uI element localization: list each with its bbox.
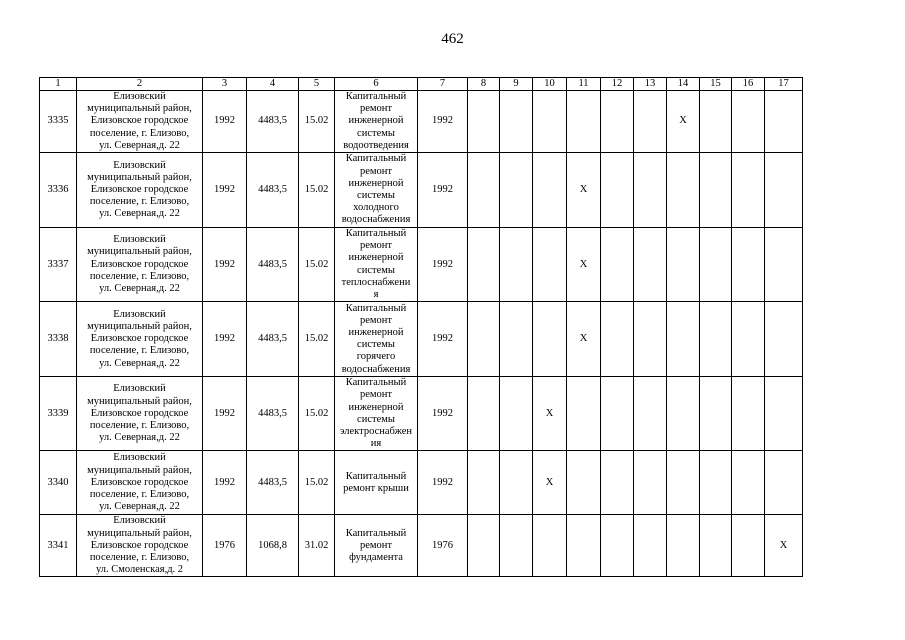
mark-cell: X [667, 91, 700, 153]
column-header: 15 [700, 78, 732, 91]
mark-cell [468, 451, 500, 515]
mark-cell [567, 91, 601, 153]
mark-cell [601, 515, 634, 577]
table-row [40, 515, 803, 577]
address-cell-line: Елизовский [113, 308, 166, 320]
column-header: 9 [500, 78, 533, 91]
work-type-cell-line: горячего [356, 351, 396, 363]
work-type-cell [335, 91, 418, 153]
year-cell: 1976 [203, 515, 247, 577]
mark-cell [533, 91, 567, 153]
mark-cell [765, 451, 803, 515]
work-type-cell-line: инженерной [348, 177, 404, 189]
work-type-cell [335, 377, 418, 451]
address-cell-line: муниципальный район, [87, 395, 192, 407]
area-cell: 4483,5 [247, 451, 299, 515]
mark-cell [667, 451, 700, 515]
address-cell [77, 302, 203, 377]
address-cell-line: ул. Северная,д. 22 [99, 501, 180, 513]
work-type-cell-line: я [373, 289, 379, 301]
work-type-cell-line: Капитальный [345, 91, 407, 102]
mark-cell [700, 228, 732, 302]
work-type-cell-line: Капитальный [345, 470, 407, 482]
address-cell-line: ул. Северная,д. 22 [99, 432, 180, 444]
mark-cell [732, 515, 765, 577]
mark-cell [468, 228, 500, 302]
mark-cell [765, 153, 803, 228]
mark-cell [500, 377, 533, 451]
address-cell-line: поселение, г. Елизово, [89, 419, 190, 431]
mark-cell [634, 451, 667, 515]
mark-cell [732, 153, 765, 228]
address-cell-line: Елизовский [113, 234, 166, 246]
work-type-cell [335, 228, 418, 302]
year-cell: 1992 [203, 153, 247, 228]
row-number-cell: 3338 [40, 302, 77, 377]
mark-cell [667, 153, 700, 228]
address-cell-line: ул. Северная,д. 22 [99, 139, 180, 151]
work-type-cell-line: фундамента [349, 552, 403, 564]
work-type-cell-line: ремонт крыши [343, 482, 409, 494]
mark-cell [732, 228, 765, 302]
column-header: 16 [732, 78, 765, 91]
mark-cell [500, 91, 533, 153]
mark-cell [601, 377, 634, 451]
address-cell-line: поселение, г. Елизово, [89, 489, 190, 501]
area-cell: 4483,5 [247, 377, 299, 451]
address-cell-line: Елизовский [113, 383, 166, 395]
mark-cell [700, 91, 732, 153]
mark-cell [765, 228, 803, 302]
mark-cell [468, 302, 500, 377]
mark-cell [765, 377, 803, 451]
page-number: 462 [441, 31, 464, 47]
address-cell-line: Елизовское городское [90, 407, 189, 419]
address-cell [77, 153, 203, 228]
work-type-cell-line: Капитальный [345, 377, 407, 389]
code-cell: 31.02 [299, 515, 335, 577]
column-header: 13 [634, 78, 667, 91]
address-cell-line: Елизовский [113, 159, 166, 171]
mark-cell: X [533, 377, 567, 451]
year-cell: 1992 [203, 91, 247, 153]
mark-cell [732, 451, 765, 515]
mark-cell [468, 377, 500, 451]
row-number-cell: 3340 [40, 451, 77, 515]
mark-cell [700, 377, 732, 451]
address-cell-line: муниципальный район, [87, 527, 192, 539]
mark-cell [500, 228, 533, 302]
address-cell-line: муниципальный район, [87, 103, 192, 115]
mark-cell [700, 515, 732, 577]
address-cell [77, 228, 203, 302]
code-cell: 15.02 [299, 91, 335, 153]
address-cell-line: Елизовское городское [90, 258, 189, 270]
address-cell-line: муниципальный район, [87, 320, 192, 332]
work-type-cell-line: электроснабжен [339, 426, 413, 438]
mark-cell [765, 91, 803, 153]
address-cell-line: поселение, г. Елизово, [89, 127, 190, 139]
address-cell [77, 377, 203, 451]
mark-cell [700, 153, 732, 228]
year-cell: 1992 [203, 302, 247, 377]
address-cell-line: Елизовское городское [90, 476, 189, 488]
mark-cell [601, 228, 634, 302]
mark-cell [732, 91, 765, 153]
mark-cell [732, 377, 765, 451]
address-cell-line: Елизовское городское [90, 333, 189, 345]
work-type-cell [335, 302, 418, 377]
work-type-cell [335, 451, 418, 515]
code-cell: 15.02 [299, 302, 335, 377]
mark-cell [700, 451, 732, 515]
mark-cell: X [533, 451, 567, 515]
address-cell-line: Елизовское городское [90, 183, 189, 195]
area-cell: 4483,5 [247, 153, 299, 228]
work-type-cell-line: водоснабжения [341, 214, 411, 226]
mark-cell [601, 451, 634, 515]
mark-cell [468, 91, 500, 153]
column-header: 4 [247, 78, 299, 91]
year-repeat-cell: 1992 [418, 377, 468, 451]
mark-cell [667, 377, 700, 451]
row-number-cell: 3341 [40, 515, 77, 577]
mark-cell [700, 302, 732, 377]
mark-cell [667, 515, 700, 577]
capital-repair-table [39, 77, 803, 577]
column-header: 14 [667, 78, 700, 91]
address-cell-line: Елизовское городское [90, 115, 189, 127]
work-type-cell-line: ремонт [359, 389, 392, 401]
address-cell-line: муниципальный район, [87, 246, 192, 258]
work-type-cell-line: теплоснабжени [341, 276, 411, 288]
column-header: 17 [765, 78, 803, 91]
work-type-cell-line: водоотведения [343, 139, 409, 151]
address-cell-line: ул. Северная,д. 22 [99, 208, 180, 220]
code-cell: 15.02 [299, 377, 335, 451]
mark-cell [634, 91, 667, 153]
address-cell-line: муниципальный район, [87, 171, 192, 183]
work-type-cell-line: Капитальный [345, 302, 407, 314]
mark-cell [732, 302, 765, 377]
column-header: 1 [40, 78, 77, 91]
work-type-cell-line: водоснабжения [341, 363, 411, 375]
mark-cell: X [765, 515, 803, 577]
table-row [40, 228, 803, 302]
mark-cell [468, 153, 500, 228]
work-type-cell-line: системы [357, 413, 395, 425]
column-header: 12 [601, 78, 634, 91]
row-number-cell: 3337 [40, 228, 77, 302]
column-header: 10 [533, 78, 567, 91]
work-type-cell-line: ремонт [359, 103, 392, 115]
address-cell-line: ул. Северная,д. 22 [99, 357, 180, 369]
work-type-cell-line: ремонт [359, 539, 392, 551]
mark-cell [533, 302, 567, 377]
mark-cell [567, 515, 601, 577]
table-row [40, 377, 803, 451]
table-row [40, 153, 803, 228]
work-type-cell-line: ремонт [359, 240, 392, 252]
area-cell: 4483,5 [247, 228, 299, 302]
column-number-row [40, 78, 803, 91]
address-cell [77, 515, 203, 577]
mark-cell [500, 515, 533, 577]
mark-cell [567, 377, 601, 451]
mark-cell [500, 302, 533, 377]
work-type-cell [335, 153, 418, 228]
address-cell-line: Елизовское городское [90, 539, 189, 551]
mark-cell [601, 302, 634, 377]
work-type-cell-line: холодного [353, 202, 399, 214]
table-row [40, 91, 803, 153]
mark-cell [601, 153, 634, 228]
mark-cell [667, 228, 700, 302]
work-type-cell-line: инженерной [348, 401, 404, 413]
mark-cell [634, 153, 667, 228]
year-repeat-cell: 1992 [418, 153, 468, 228]
row-number-cell: 3339 [40, 377, 77, 451]
year-cell: 1992 [203, 228, 247, 302]
mark-cell [533, 228, 567, 302]
table-row [40, 302, 803, 377]
work-type-cell-line: системы [357, 339, 395, 351]
year-repeat-cell: 1992 [418, 91, 468, 153]
mark-cell [634, 302, 667, 377]
address-cell-line: Елизовский [113, 452, 166, 464]
year-repeat-cell: 1992 [418, 451, 468, 515]
work-type-cell-line: Капитальный [345, 228, 407, 240]
address-cell [77, 91, 203, 153]
work-type-cell-line: системы [357, 190, 395, 202]
mark-cell [667, 302, 700, 377]
address-cell [77, 451, 203, 515]
year-repeat-cell: 1992 [418, 228, 468, 302]
address-cell-line: ул. Северная,д. 22 [99, 282, 180, 294]
row-number-cell: 3336 [40, 153, 77, 228]
address-cell-line: поселение, г. Елизово, [89, 345, 190, 357]
code-cell: 15.02 [299, 451, 335, 515]
work-type-cell-line: Капитальный [345, 153, 407, 165]
column-header: 3 [203, 78, 247, 91]
address-cell-line: Елизовский [113, 515, 166, 527]
mark-cell [468, 515, 500, 577]
work-type-cell-line: инженерной [348, 252, 404, 264]
year-repeat-cell: 1976 [418, 515, 468, 577]
work-type-cell-line: инженерной [348, 115, 404, 127]
work-type-cell-line: ремонт [359, 314, 392, 326]
mark-cell [533, 515, 567, 577]
column-header: 2 [77, 78, 203, 91]
table-row [40, 451, 803, 515]
work-type-cell-line: инженерной [348, 327, 404, 339]
code-cell: 15.02 [299, 228, 335, 302]
table-body [40, 91, 803, 577]
work-type-cell-line: системы [357, 127, 395, 139]
mark-cell: X [567, 302, 601, 377]
mark-cell [601, 91, 634, 153]
mark-cell [765, 302, 803, 377]
year-cell: 1992 [203, 451, 247, 515]
work-type-cell-line: Капитальный [345, 527, 407, 539]
work-type-cell [335, 515, 418, 577]
mark-cell [634, 377, 667, 451]
column-header: 6 [335, 78, 418, 91]
column-header: 11 [567, 78, 601, 91]
mark-cell [533, 153, 567, 228]
work-type-cell-line: системы [357, 264, 395, 276]
area-cell: 4483,5 [247, 302, 299, 377]
year-cell: 1992 [203, 377, 247, 451]
address-cell-line: ул. Смоленская,д. 2 [95, 564, 184, 576]
mark-cell [634, 228, 667, 302]
mark-cell: X [567, 228, 601, 302]
work-type-cell-line: ремонт [359, 165, 392, 177]
column-header: 7 [418, 78, 468, 91]
work-type-cell-line: ия [370, 438, 382, 450]
area-cell: 1068,8 [247, 515, 299, 577]
address-cell-line: Елизовский [113, 91, 166, 102]
mark-cell [567, 451, 601, 515]
area-cell: 4483,5 [247, 91, 299, 153]
mark-cell: X [567, 153, 601, 228]
column-header: 5 [299, 78, 335, 91]
mark-cell [500, 451, 533, 515]
row-number-cell: 3335 [40, 91, 77, 153]
address-cell-line: муниципальный район, [87, 464, 192, 476]
address-cell-line: поселение, г. Елизово, [89, 196, 190, 208]
address-cell-line: поселение, г. Елизово, [89, 270, 190, 282]
mark-cell [500, 153, 533, 228]
mark-cell [634, 515, 667, 577]
code-cell: 15.02 [299, 153, 335, 228]
column-header: 8 [468, 78, 500, 91]
address-cell-line: поселение, г. Елизово, [89, 552, 190, 564]
year-repeat-cell: 1992 [418, 302, 468, 377]
